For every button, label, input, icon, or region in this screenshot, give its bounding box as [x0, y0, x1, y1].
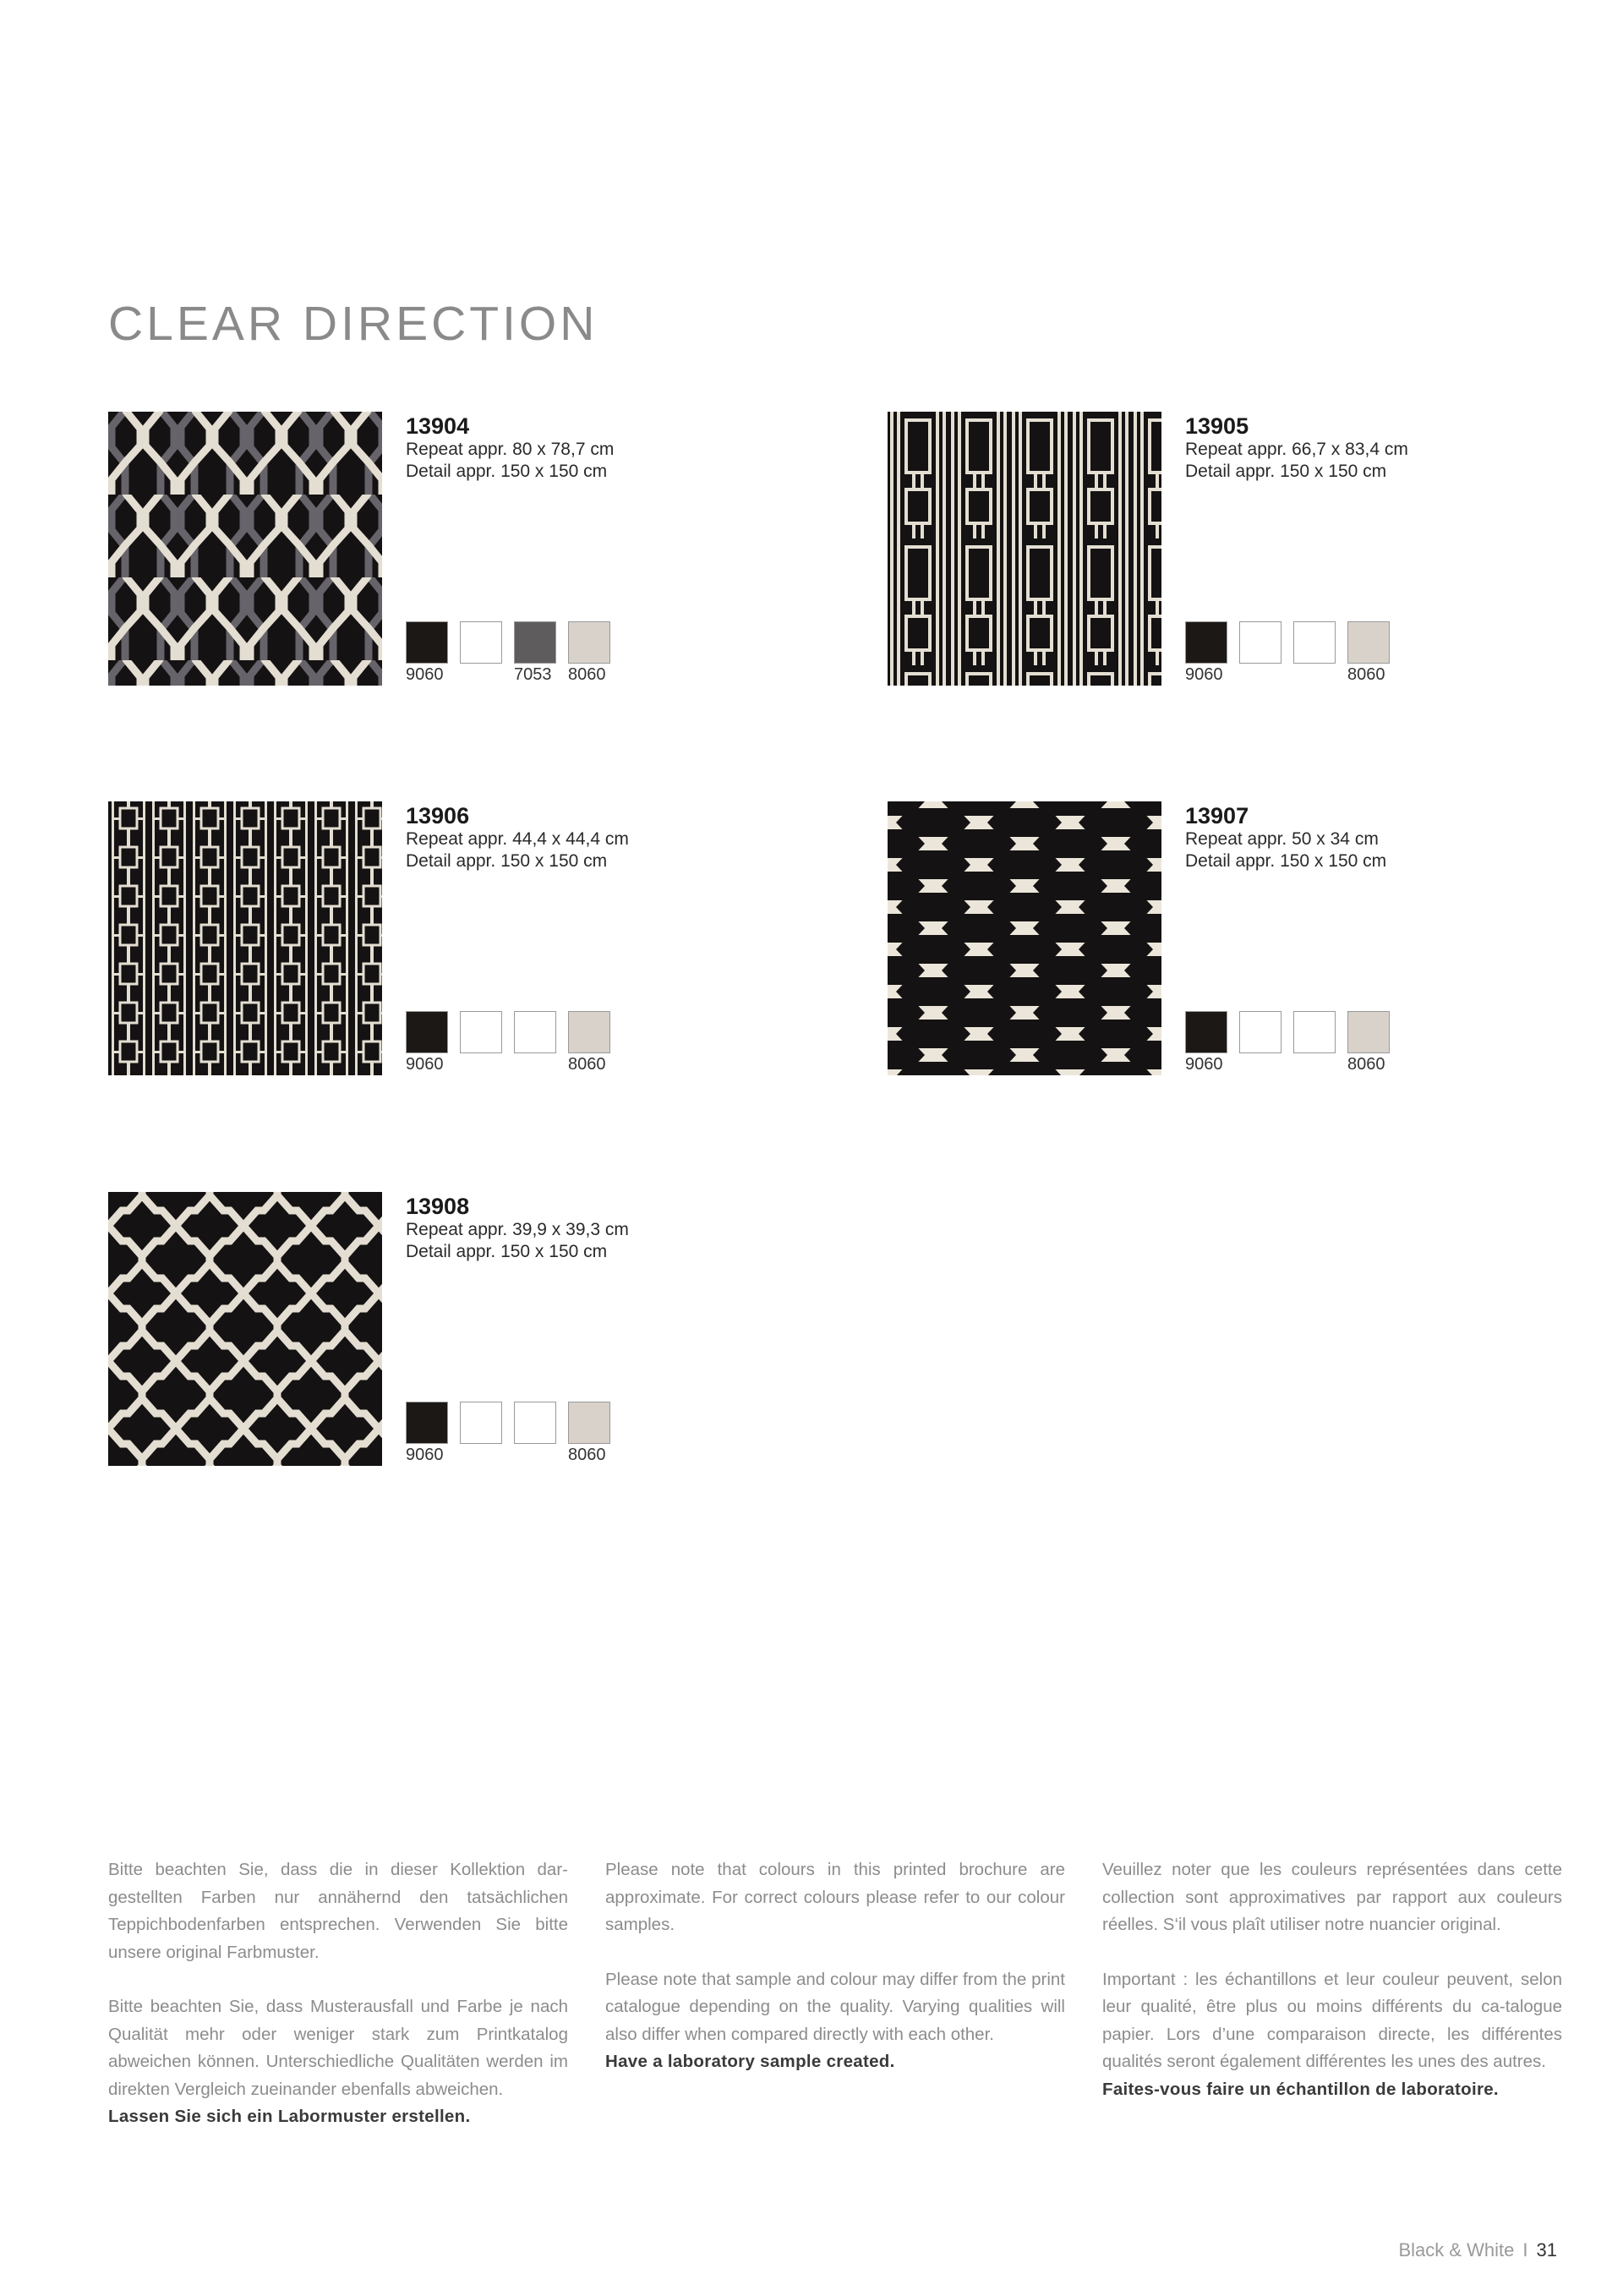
notes-german: [108, 1856, 568, 2131]
color-chip: [1185, 1011, 1227, 1053]
product-card: [108, 412, 717, 686]
page-title: CLEAR DIRECTION: [108, 297, 598, 351]
color-chip: [406, 621, 448, 664]
product-code: 13905: [1185, 413, 1249, 439]
collection-name: Black & White: [1398, 2239, 1515, 2260]
product-info: [406, 801, 710, 1076]
color-chips: [1185, 1011, 1405, 1074]
color-chip: [406, 1011, 448, 1053]
note-paragraph: Important : les échantillons et leur couleur peuvent, selon leur qualité, être plus ou moins différents du ca-talogue papier. Lors d’une comparaison directe, les différentes qualités seront également différentes les unes des autres.: [1102, 1969, 1562, 2071]
color-chip-label: 8060: [1347, 665, 1385, 684]
note-paragraph: Please note that sample and colour may differ from the print catalogue depending on the quality. Varying qualities will also differ when compared directly with each other.: [605, 1969, 1065, 2044]
product-code: 13906: [406, 803, 470, 828]
carpet-swatch-image: [888, 801, 1161, 1075]
carpet-swatch-image: [888, 412, 1161, 686]
color-chip: [1293, 621, 1336, 664]
color-chip-label: 8060: [568, 1055, 606, 1074]
color-chip-label: 9060: [1185, 665, 1223, 684]
repeat-size: Repeat appr. 50 x 34 cm: [1185, 829, 1379, 849]
note-paragraph: Please note that colours in this printed brochure are approximate. For correct colours please refer to our colour samples.: [605, 1860, 1065, 1934]
color-chip: [1347, 1011, 1390, 1053]
color-chips: [406, 1402, 626, 1464]
product-code: 13907: [1185, 803, 1249, 828]
detail-size: Detail appr. 150 x 150 cm: [406, 462, 608, 481]
note-paragraph: Bitte beachten Sie, dass die in dieser Kollektion dar-gestellten Farben nur annähernd den tatsächlichen Teppichbodenfarben entsprechen. Verwenden Sie bitte unsere original Farbmuster.: [108, 1860, 568, 1962]
color-chip: [460, 1011, 502, 1053]
detail-size: Detail appr. 150 x 150 cm: [1185, 851, 1387, 871]
color-chip: [514, 621, 556, 664]
page-number: 31: [1536, 2239, 1557, 2260]
product-card: [888, 412, 1496, 686]
color-chip: [460, 1402, 502, 1444]
product-code: 13908: [406, 1194, 470, 1219]
color-chip: [514, 1011, 556, 1053]
color-chip: [460, 621, 502, 664]
color-chip: [1347, 621, 1390, 664]
product-code: 13904: [406, 413, 470, 439]
color-chip-label: 8060: [568, 665, 606, 684]
detail-size: Detail appr. 150 x 150 cm: [1185, 462, 1387, 481]
note-emphasis: Lassen Sie sich ein Labormuster erstellen.: [108, 2107, 471, 2126]
carpet-swatch-image: [108, 1192, 382, 1466]
carpet-swatch-image: [108, 801, 382, 1075]
color-chip-label: 7053: [514, 665, 552, 684]
repeat-size: Repeat appr. 66,7 x 83,4 cm: [1185, 440, 1408, 459]
color-chips: [406, 621, 626, 684]
color-chip: [1239, 1011, 1281, 1053]
notes-french: [1102, 1856, 1562, 2103]
note-emphasis: Faites-vous faire un échantillon de laboratoire.: [1102, 2079, 1499, 2099]
color-chip: [1185, 621, 1227, 664]
color-chip-label: 8060: [568, 1446, 606, 1464]
carpet-swatch-image: [108, 412, 382, 686]
repeat-size: Repeat appr. 80 x 78,7 cm: [406, 440, 615, 459]
color-chip-label: 9060: [406, 1055, 444, 1074]
color-chip-label: 9060: [406, 665, 444, 684]
color-chip: [514, 1402, 556, 1444]
note-paragraph: Veuillez noter que les couleurs représentées dans cette collection sont approximatives par rapport aux couleurs réelles. S‘il vous plaît utiliser notre nuancier original.: [1102, 1860, 1562, 1934]
detail-size: Detail appr. 150 x 150 cm: [406, 1242, 608, 1261]
repeat-size: Repeat appr. 44,4 x 44,4 cm: [406, 829, 629, 849]
detail-size: Detail appr. 150 x 150 cm: [406, 851, 608, 871]
note-paragraph: Bitte beachten Sie, dass Musterausfall und Farbe je nach Qualität mehr oder weniger stark zum Printkatalog abweichen können. Unterschiedliche Qualitäten werden im direkten Vergleich zueinander ebenfalls abweichen.: [108, 1997, 568, 2099]
footer-separator: I: [1522, 2239, 1528, 2260]
color-chips: [1185, 621, 1405, 684]
product-card: [108, 801, 717, 1076]
color-chip: [1293, 1011, 1336, 1053]
product-card: [108, 1192, 717, 1467]
notes-english: [605, 1856, 1065, 2076]
product-info: [1185, 412, 1489, 686]
color-chip: [568, 621, 610, 664]
color-chip-label: 9060: [1185, 1055, 1223, 1074]
color-chip: [1239, 621, 1281, 664]
color-chip: [406, 1402, 448, 1444]
note-emphasis: Have a laboratory sample created.: [605, 2052, 895, 2071]
product-info: [406, 412, 710, 686]
product-info: [406, 1192, 710, 1467]
color-chip-label: 9060: [406, 1446, 444, 1464]
color-chip: [568, 1011, 610, 1053]
product-info: [1185, 801, 1489, 1076]
page-footer: [1398, 2239, 1557, 2261]
repeat-size: Repeat appr. 39,9 x 39,3 cm: [406, 1220, 629, 1239]
color-chip-label: 8060: [1347, 1055, 1385, 1074]
color-chips: [406, 1011, 626, 1074]
product-card: [888, 801, 1496, 1076]
color-chip: [568, 1402, 610, 1444]
